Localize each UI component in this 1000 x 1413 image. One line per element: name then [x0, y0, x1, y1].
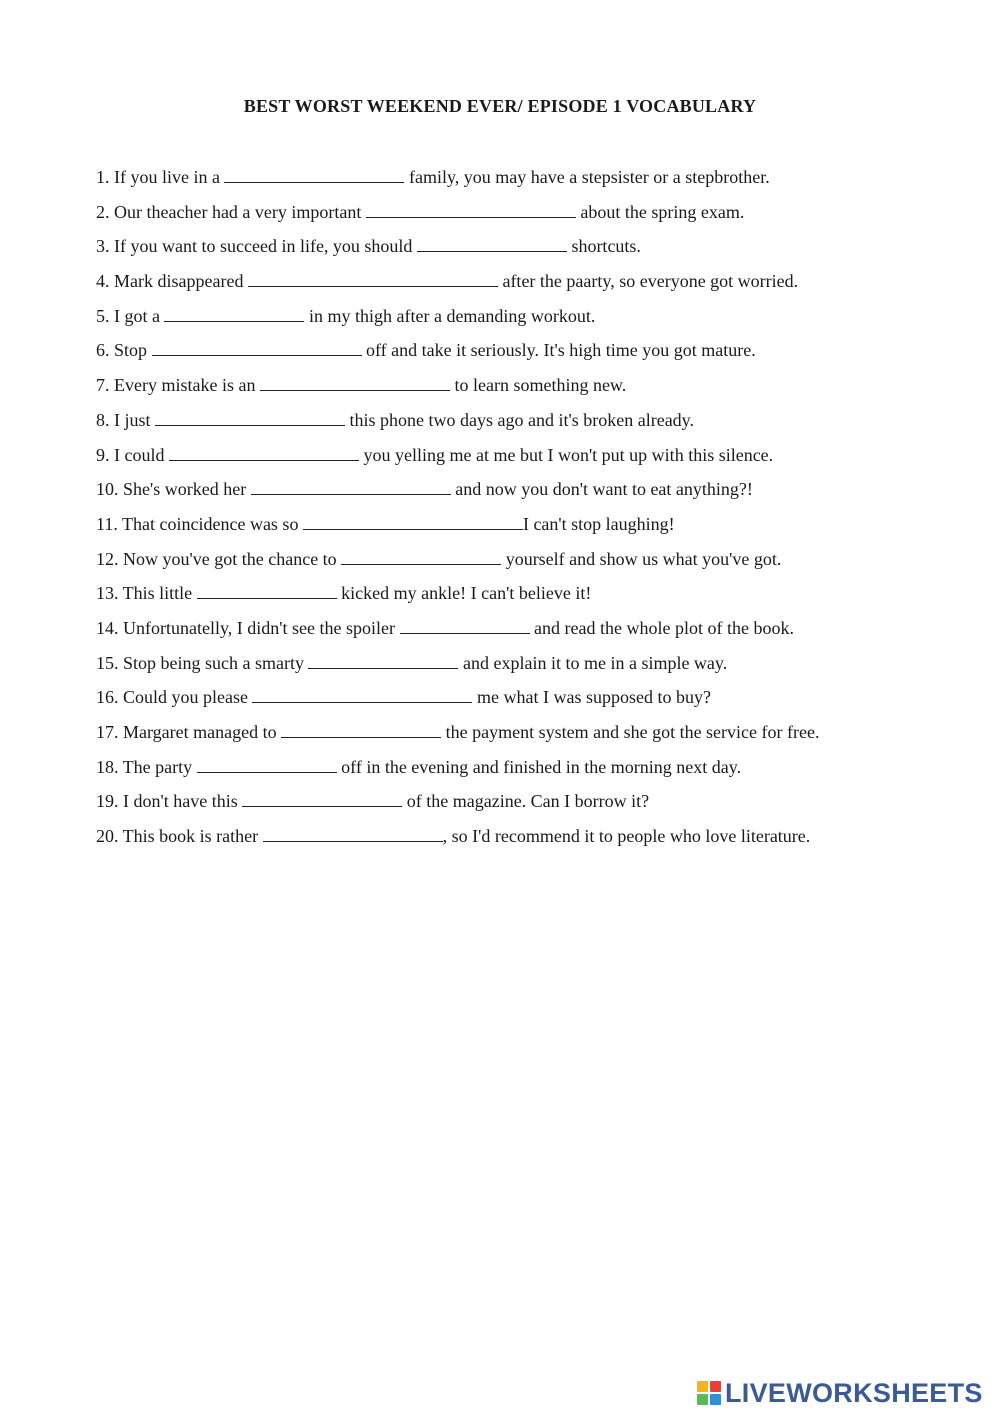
question-text-after: and explain it to me in a simple way. [462, 652, 728, 673]
question-text-after: shortcuts. [571, 236, 641, 257]
question-18 [96, 754, 956, 789]
question-text-after: off and take it seriously. It's high time you got mature. [366, 340, 756, 361]
question-text-before: 7. Every mistake is an [96, 375, 256, 396]
answer-blank[interactable] [341, 547, 501, 565]
question-text-after: to learn something new. [454, 375, 627, 396]
question-text-after: the payment system and she got the service for free. [445, 722, 820, 742]
question-text-after: family, you may have a stepsister or a stepbrother. [408, 167, 770, 187]
question-2 [96, 199, 956, 234]
liveworksheets-logo [697, 1378, 983, 1408]
answer-blank[interactable] [263, 824, 443, 842]
question-text-before: 20. This book is rather [96, 826, 259, 847]
question-19 [96, 788, 956, 823]
question-13 [96, 580, 956, 615]
question-text-after: , so I'd recommend it to people who love literature. [442, 826, 811, 847]
question-15 [96, 650, 956, 685]
question-text-before: 15. Stop being such a smarty [96, 652, 304, 673]
answer-blank[interactable] [152, 338, 362, 356]
answer-blank[interactable] [248, 269, 498, 287]
answer-blank[interactable] [366, 200, 576, 218]
question-text-before: 12. Now you've got the chance to [96, 548, 337, 569]
question-list [96, 164, 956, 858]
question-text-after: off in the evening and finished in the morning next day. [341, 756, 742, 777]
answer-blank[interactable] [417, 234, 567, 252]
question-20 [96, 823, 956, 858]
question-text-after: yourself and show us what you've got. [505, 548, 782, 569]
question-text-after: in my thigh after a demanding workout. [308, 305, 596, 326]
question-text-after: after the paarty, so everyone got worried. [502, 271, 799, 292]
answer-blank[interactable] [155, 408, 345, 426]
question-7 [96, 372, 956, 407]
question-9 [96, 442, 956, 477]
question-14 [96, 615, 956, 650]
question-text-after: I can't stop laughing! [522, 513, 675, 534]
question-text-before: 10. She's worked her [96, 479, 247, 500]
question-text-after: and read the whole plot of the book. [534, 617, 794, 638]
answer-blank[interactable] [224, 165, 404, 183]
question-text-before: 9. I could [96, 444, 165, 465]
question-text-before: 11. That coincidence was so [96, 513, 299, 534]
answer-blank[interactable] [260, 373, 450, 391]
question-text-after: you yelling me at me but I won't put up with this silence. [363, 444, 774, 465]
question-11 [96, 511, 956, 546]
question-text-before: 13. This little [96, 583, 193, 604]
worksheet-title: BEST WORST WEEKEND EVER/ EPISODE 1 VOCABULARY [243, 96, 757, 116]
question-8 [96, 407, 956, 442]
answer-blank[interactable] [281, 720, 441, 738]
question-10 [96, 476, 956, 511]
question-text-before: 2. Our theacher had a very important [96, 201, 362, 222]
answer-blank[interactable] [197, 755, 337, 773]
question-4 [96, 268, 956, 303]
question-text-before: 8. I just [96, 409, 151, 430]
question-text-before: 17. Margaret managed to [96, 722, 277, 742]
question-1 [96, 164, 956, 199]
question-text-after: kicked my ankle! I can't believe it! [341, 583, 592, 604]
question-text-before: 6. Stop [96, 340, 148, 361]
answer-blank[interactable] [308, 651, 458, 669]
question-17 [96, 719, 956, 754]
logo-text: LIVEWORKSHEETS [725, 1377, 983, 1408]
question-12 [96, 546, 956, 581]
question-text-before: 5. I got a [96, 305, 160, 326]
answer-blank[interactable] [169, 443, 359, 461]
question-text-before: 1. If you live in a [96, 167, 220, 187]
question-16 [96, 684, 956, 719]
question-text-after: of the magazine. Can I borrow it? [406, 791, 650, 812]
question-text-after: about the spring exam. [580, 201, 745, 222]
question-text-before: 19. I don't have this [96, 791, 238, 812]
answer-blank[interactable] [242, 789, 402, 807]
question-text-before: 3. If you want to succeed in life, you should [96, 236, 413, 257]
answer-blank[interactable] [164, 304, 304, 322]
liveworksheets-logo-icon [697, 1381, 721, 1405]
question-text-after: and now you don't want to eat anything?! [455, 479, 753, 500]
answer-blank[interactable] [197, 581, 337, 599]
question-5 [96, 303, 956, 338]
question-text-before: 16. Could you please [96, 687, 248, 708]
question-text-after: this phone two days ago and it's broken already. [349, 409, 695, 430]
answer-blank[interactable] [303, 512, 523, 530]
question-text-before: 4. Mark disappeared [96, 271, 244, 292]
answer-blank[interactable] [251, 477, 451, 495]
question-text-before: 18. The party [96, 756, 193, 777]
answer-blank[interactable] [252, 685, 472, 703]
question-6 [96, 337, 956, 372]
question-text-after: me what I was supposed to buy? [476, 687, 711, 708]
answer-blank[interactable] [400, 616, 530, 634]
question-text-before: 14. Unfortunatelly, I didn't see the spoiler [96, 617, 396, 638]
question-3 [96, 233, 956, 268]
